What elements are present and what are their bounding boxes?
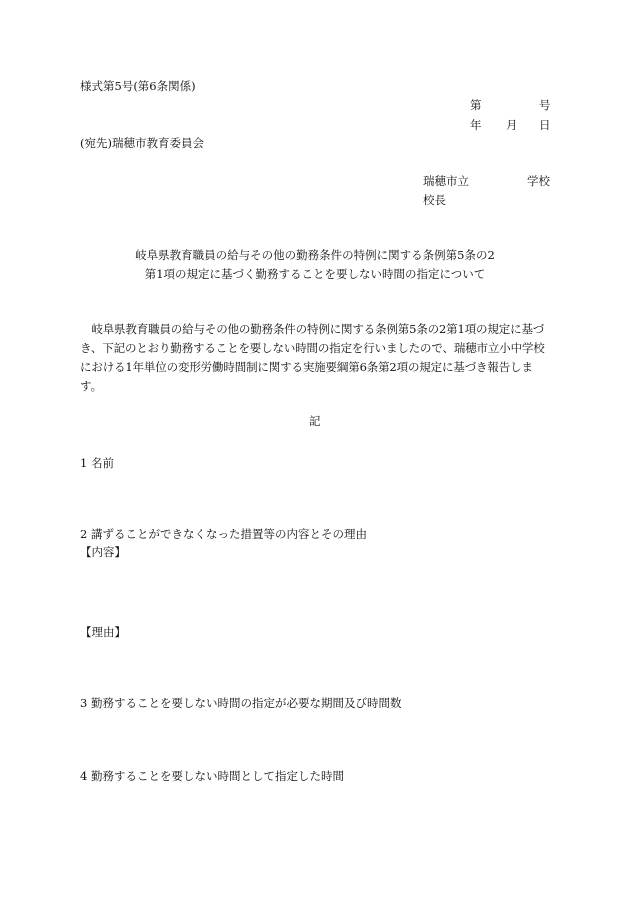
item-2-measures: 2 講ずることができなくなった措置等の内容とその理由 xyxy=(80,527,367,541)
item-1-name: 1 名前 xyxy=(80,456,114,470)
item-4-time: 4 勤務することを要しない時間として指定した時間 xyxy=(80,769,344,783)
document-title-line-2: 第1項の規定に基づく勤務することを要しない時間の指定について xyxy=(144,267,486,281)
principal-title: 校長 xyxy=(423,193,446,207)
content-label: 【内容】 xyxy=(80,545,126,559)
school-suffix: 学校 xyxy=(527,174,550,188)
date-month: 月 xyxy=(506,118,518,132)
number-prefix: 第 xyxy=(470,98,482,112)
body-line-2: き、下記のとおり勤務することを要しない時間の指定を行いましたので、瑞穂市立小中学校 xyxy=(80,341,545,355)
school-prefix: 瑞穂市立 xyxy=(423,174,469,188)
addressee: (宛先)瑞穂市教育委員会 xyxy=(80,136,204,150)
document-title-line-1: 岐阜県教育職員の給与その他の勤務条件の特例に関する条例第5条の2 xyxy=(135,248,495,262)
body-line-4: す。 xyxy=(80,379,103,393)
ki-heading: 記 xyxy=(309,414,321,428)
body-line-3: における1年単位の変形労働時間制に関する実施要綱第6条第2項の規定に基づき報告しま xyxy=(80,360,533,374)
reason-label: 【理由】 xyxy=(80,625,126,639)
item-3-period: 3 勤務することを要しない時間の指定が必要な期間及び時間数 xyxy=(80,696,402,710)
number-suffix: 号 xyxy=(539,98,551,112)
date-year: 年 xyxy=(470,118,482,132)
body-line-1: 岐阜県教育職員の給与その他の勤務条件の特例に関する条例第5条の2第1項の規定に基づ xyxy=(80,322,545,336)
form-label: 様式第5号(第6条関係) xyxy=(80,79,196,93)
date-day: 日 xyxy=(539,118,551,132)
